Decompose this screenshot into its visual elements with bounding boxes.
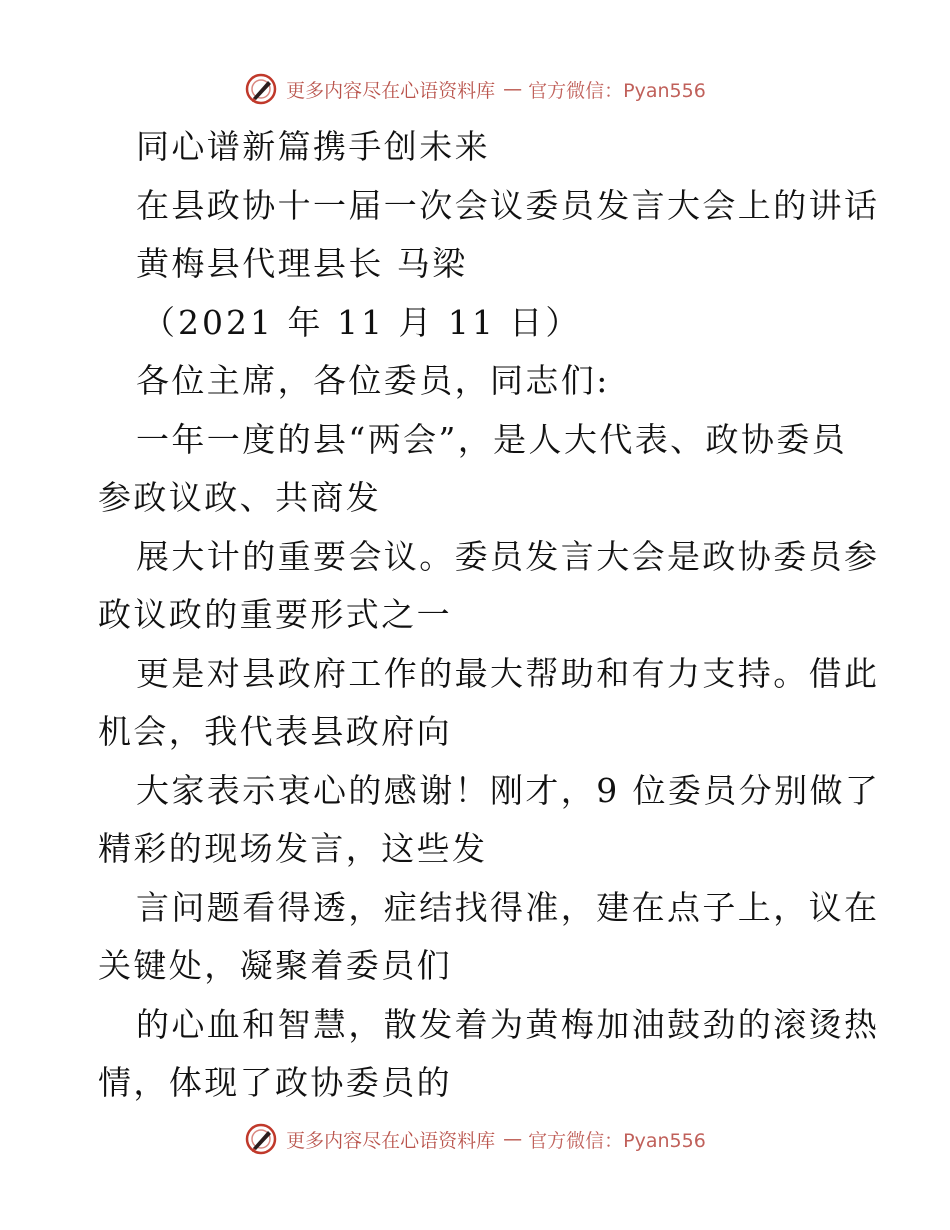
watermark-dash: —: [503, 1128, 521, 1150]
document-subtitle: 在县政协十一届一次会议委员发言大会上的讲话: [136, 185, 880, 225]
watermark-account-text: 官方微信：Pyan556: [528, 79, 706, 102]
body-text-line: 机会，我代表县政府向: [98, 712, 452, 751]
body-text-line: 大家表示衷心的感谢！刚才，9 位委员分别做了: [136, 770, 881, 810]
watermark-dash: —: [503, 78, 521, 100]
pen-circle-logo-icon: [244, 1122, 278, 1156]
document-title: 同心谱新篇携手创未来: [136, 127, 490, 166]
watermark-site-text: 更多内容尽在心语资料库: [286, 1129, 496, 1152]
body-text-line: 的心血和智慧，散发着为黄梅加油鼓劲的滚烫热: [136, 1004, 880, 1044]
body-text-line: 更是对县政府工作的最大帮助和有力支持。借此: [136, 653, 880, 693]
paragraph-lines: [98, 411, 881, 1113]
watermark-banner-bottom: [0, 1122, 950, 1156]
document-body: [98, 118, 881, 1113]
document-date: （2021 年 11 月 11 日）: [142, 302, 582, 342]
watermark-banner-top: [0, 72, 950, 106]
body-text-line: 展大计的重要会议。委员发言大会是政协委员参: [136, 536, 880, 576]
document-salutation: 各位主席，各位委员，同志们:: [136, 361, 610, 400]
body-text-line: 参政议政、共商发: [98, 478, 382, 517]
body-text-line: 精彩的现场发言，这些发: [98, 829, 488, 868]
body-text-line: 情，体现了政协委员的: [98, 1063, 452, 1102]
body-text-line: 言问题看得透，症结找得准，建在点子上，议在: [136, 887, 880, 927]
watermark-account-text: 官方微信：Pyan556: [528, 1129, 706, 1152]
body-text-line: 一年一度的县“两会”，是人大代表、政协委员: [136, 419, 848, 459]
watermark-site-text: 更多内容尽在心语资料库: [286, 79, 496, 102]
body-text-line: 关键处，凝聚着委员们: [98, 946, 452, 985]
document-author: 黄梅县代理县长 马梁: [136, 244, 468, 283]
body-text-line: 政议政的重要形式之一: [98, 595, 452, 634]
pen-circle-logo-icon: [244, 72, 278, 106]
